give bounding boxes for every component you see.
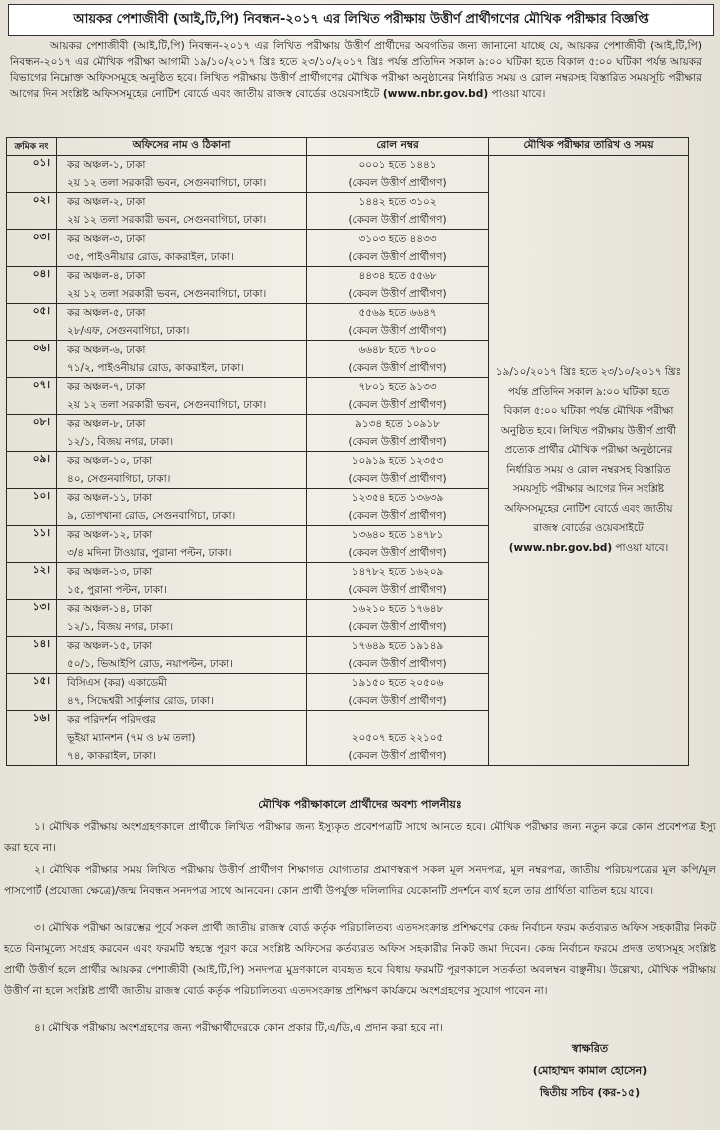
office-cell xyxy=(57,304,307,341)
serial-cell: ১৫। xyxy=(7,674,57,711)
serial-cell: ০১। xyxy=(7,156,57,193)
office-name: কর অঞ্চল-৬, ঢাকা xyxy=(67,344,146,356)
rule-number: ২। xyxy=(34,864,45,876)
office-cell xyxy=(57,711,307,766)
roll-cell xyxy=(307,230,489,267)
header-serial: ক্রমিক নং xyxy=(7,138,57,156)
rule-item-1 xyxy=(4,817,716,859)
roll-range: ১২৩৫৪ হতে ১৩৬৩৯ xyxy=(351,492,444,504)
serial-cell: ১১। xyxy=(7,526,57,563)
office-address: ২৮/এফ, সেগুনবাগিচা, ঢাকা। xyxy=(67,325,190,337)
rule-number: ১। xyxy=(34,821,45,833)
roll-cell xyxy=(307,600,489,637)
roll-cell xyxy=(307,156,489,193)
roll-note: (কেবল উত্তীর্ণ প্রার্থীগণ) xyxy=(348,362,447,374)
roll-note: (কেবল উত্তীর্ণ প্রার্থীগণ) xyxy=(348,251,447,263)
office-address: ৯, তোপখানা রোড, সেগুনবাগিচা, ঢাকা। xyxy=(67,510,236,522)
roll-note: (কেবল উত্তীর্ণ প্রার্থীগণ) xyxy=(348,288,447,300)
office-cell xyxy=(57,156,307,193)
rule-text: মৌখিক পরীক্ষায় অংশগ্রহণকালে প্রার্থীকে লিখিত পরীক্ষার জন্য ইস্যুকৃত প্রবেশপত্রটি সাথে আনতে হবে। মৌখিক পরীক্ষার জন্য নতুন করে কোন প্রবেশপত্র ইস্যু করা হবে না। xyxy=(4,821,716,854)
roll-range: ১৯১৫০ হতে ২০৫০৬ xyxy=(351,677,444,689)
roll-range: ৬৬৪৮ হতে ৭৮০০ xyxy=(358,344,437,356)
roll-note: (কেবল উত্তীর্ণ প্রার্থীগণ) xyxy=(348,695,447,707)
office-name: কর অঞ্চল-১৩, ঢাকা xyxy=(67,566,153,578)
rule-item-3 xyxy=(4,918,716,1002)
roll-cell xyxy=(307,341,489,378)
roll-range: ১৩৬৪০ হতে ১৪৭৮১ xyxy=(351,529,444,541)
office-address-line2: ৭৪, কাকরাইল, ঢাকা। xyxy=(67,750,157,762)
signature-designation: দ্বিতীয় সচিব (কর-১৫) xyxy=(539,1086,641,1099)
office-name: কর অঞ্চল-১১, ঢাকা xyxy=(67,492,153,504)
table-header-row xyxy=(7,138,689,156)
serial-cell: ১৩। xyxy=(7,600,57,637)
office-address: ৪৭, সিদ্ধেশ্বরী সার্কুলার রোড, ঢাকা। xyxy=(67,695,214,707)
office-address: ২য় ১২ তলা সরকারী ভবন, সেগুনবাগিচা, ঢাকা। xyxy=(67,177,267,189)
roll-note: (কেবল উত্তীর্ণ প্রার্থীগণ) xyxy=(348,621,447,633)
office-address: ১২/১, বিজয় নগর, ঢাকা। xyxy=(67,436,174,448)
office-cell xyxy=(57,600,307,637)
roll-note: (কেবল উত্তীর্ণ প্রার্থীগণ) xyxy=(348,325,447,337)
office-name: কর অঞ্চল-৩, ঢাকা xyxy=(67,233,146,245)
rule-text: মৌখিক পরীক্ষায় অংশগ্রহণের জন্য পরীক্ষার্থীদেরকে কোন প্রকার টি,এ/ডি,এ প্রদান করা হবে না। xyxy=(48,1022,443,1034)
roll-range: ৭৮০১ হতে ৯১৩৩ xyxy=(358,381,437,393)
roll-note: (কেবল উত্তীর্ণ প্রার্থীগণ) xyxy=(348,584,447,596)
intro-tail: পাওয়া যাবে। xyxy=(488,88,546,100)
serial-cell: ১২। xyxy=(7,563,57,600)
office-cell xyxy=(57,341,307,378)
office-cell xyxy=(57,193,307,230)
roll-range: ১০৯১৯ হতে ১২৩৫৩ xyxy=(351,455,444,467)
roll-range: ২০৫০৭ হতে ২২১০৫ xyxy=(351,732,444,744)
roll-note: (কেবল উত্তীর্ণ প্রার্থীগণ) xyxy=(348,547,447,559)
roll-note: (কেবল উত্তীর্ণ প্রার্থীগণ) xyxy=(348,177,447,189)
roll-range: ১৪৭৮২ হতে ১৬২০৯ xyxy=(351,566,444,578)
schedule-text: ১৯/১০/২০১৭ খ্রিঃ হতে ২৩/১০/২০১৭ খ্রিঃ পর্যন্ত প্রতিদিন সকাল ৯:০০ ঘটিকা হতে বিকাল ৫:০০ ঘটিকা পর্যন্ত মৌখিক পরীক্ষা অনুষ্ঠিত হবে। লিখিত পরীক্ষায় উত্তীর্ণ প্রার্থী প্রত্যেক প্রার্থীর মৌখিক পরীক্ষা অনুষ্ঠানের নির্ধারিত সময় ও রোল নম্বরসহ বিস্তারিত সময়সূচি পরীক্ষার আগের দিন সংশ্লিষ্ট অফিসসমূহের নোটিশ বোর্ডে এবং জাতীয় রাজস্ব বোর্ডের ওয়েবসাইটে xyxy=(495,366,682,534)
roll-cell xyxy=(307,711,489,766)
office-name: কর অঞ্চল-২, ঢাকা xyxy=(67,196,146,208)
office-address: ৫০/১, ভিআইপি রোড, নয়াপল্টন, ঢাকা। xyxy=(67,658,233,670)
roll-cell xyxy=(307,378,489,415)
table-body xyxy=(7,156,689,766)
roll-cell xyxy=(307,452,489,489)
office-address: ৩/৪ মদিনা টাওয়ার, পুরানা পল্টন, ঢাকা। xyxy=(67,547,232,559)
schedule-cell xyxy=(489,156,689,766)
office-cell xyxy=(57,230,307,267)
office-cell xyxy=(57,378,307,415)
roll-range: ১৬২১০ হতে ১৭৬৪৮ xyxy=(351,603,444,615)
serial-cell: ০৮। xyxy=(7,415,57,452)
office-name: কর অঞ্চল-১০, ঢাকা xyxy=(67,455,153,467)
office-cell xyxy=(57,526,307,563)
serial-cell: ০৬। xyxy=(7,341,57,378)
roll-note: (কেবল উত্তীর্ণ প্রার্থীগণ) xyxy=(348,750,447,762)
rule-text: মৌখিক পরীক্ষা আরম্ভের পূর্বে সকল প্রার্থী জাতীয় রাজস্ব বোর্ড কর্তৃক পরিচালিতব্য এতদসংক্রান্ত প্রশিক্ষণের কেন্দ্র নির্বাচন ফরম কর্তব্যরত অফিস সহকারীর নিকট হতে বিনামূল্যে সংগ্রহ করবেন এবং ফরমটি স্বহস্তে পূরণ করে সংশ্লিষ্ট অফিসের কর্তব্যরত অফিস সহকারীর নিকট জমা দিবেন। কেন্দ্র নির্বাচন ফরমে প্রদত্ত তথ্যসমূহ সংশ্লিষ্ট প্রার্থী উত্তীর্ণ হলে প্রার্থীর আয়কর পেশাজীবী (আই,টি,পি) সনদপত্র মুদ্রণকালে ব্যবহৃত হবে বিধায় ফরমটি পূরণকালে সতর্কতা অবলম্বন বাঞ্ছনীয়। উল্লেখ্য, মৌখিক পরীক্ষায় উত্তীর্ণ না হলে সংশ্লিষ্ট প্রার্থী জাতীয় রাজস্ব বোর্ড কর্তৃক পরিচালিতব্য এতদসংক্রান্ত প্রশিক্ষণ কার্যক্রমে অংশগ্রহণের সুযোগ পাবেন না। xyxy=(4,922,716,997)
serial-cell: ০৩। xyxy=(7,230,57,267)
roll-note: (কেবল উত্তীর্ণ প্রার্থীগণ) xyxy=(348,436,447,448)
intro-website-link[interactable]: (www.nbr.gov.bd) xyxy=(382,88,489,100)
office-name: কর অঞ্চল-১৫, ঢাকা xyxy=(67,640,153,652)
signature-label: স্বাক্ষরিত xyxy=(571,1042,609,1055)
rule-item-4 xyxy=(4,1018,716,1039)
serial-cell: ০২। xyxy=(7,193,57,230)
roll-note: (কেবল উত্তীর্ণ প্রার্থীগণ) xyxy=(348,510,447,522)
office-address: ২য় ১২ তলা সরকারী ভবন, সেগুনবাগিচা, ঢাকা। xyxy=(67,399,267,411)
schedule-website-link[interactable]: (www.nbr.gov.bd) xyxy=(508,541,613,554)
office-cell xyxy=(57,489,307,526)
serial-cell: ০৫। xyxy=(7,304,57,341)
rule-number: ৩। xyxy=(34,922,45,934)
serial-cell: ১০। xyxy=(7,489,57,526)
office-name: কর অঞ্চল-৮, ঢাকা xyxy=(67,418,146,430)
signature-name: (মোহাম্মদ কামাল হোসেন) xyxy=(532,1064,648,1077)
office-name: কর অঞ্চল-১২, ঢাকা xyxy=(67,529,153,541)
roll-cell xyxy=(307,267,489,304)
office-address: ২য় ১২ তলা সরকারী ভবন, সেগুনবাগিচা, ঢাকা। xyxy=(67,214,267,226)
roll-note: (কেবল উত্তীর্ণ প্রার্থীগণ) xyxy=(348,214,447,226)
roll-cell xyxy=(307,563,489,600)
intro-paragraph xyxy=(10,38,702,102)
office-cell xyxy=(57,415,307,452)
serial-cell: ১৬। xyxy=(7,711,57,766)
office-address: ৪০, সেগুনবাগিচা, ঢাকা। xyxy=(67,473,171,485)
roll-cell xyxy=(307,526,489,563)
office-address: ৭১/২, পাইওনীয়ার রোড, কাকরাইল, ঢাকা। xyxy=(67,362,244,374)
roll-cell xyxy=(307,637,489,674)
roll-note: (কেবল উত্তীর্ণ প্রার্থীগণ) xyxy=(348,473,447,485)
rule-text: মৌখিক পরীক্ষার সময় লিখিত পরীক্ষায় উত্তীর্ণ প্রার্থীগণ শিক্ষাগত যোগ্যতার প্রমাণস্বরূপ সকল মূল সনদপত্র, মূল নম্বরপত্র, জাতীয় পরিচয়পত্রের মূল কপি/মূল পাসপোর্ট (প্রযোজ্য ক্ষেত্রে)/জন্ম নিবন্ধন সনদপত্র সাথে আনবেন। কোন প্রার্থী উপর্যুক্ত দলিলাদির যেকোনটি প্রদর্শনে ব্যর্থ হলে তার প্রার্থিতা বাতিল হয়ে যাবে। xyxy=(4,864,716,897)
office-name: কর অঞ্চল-১, ঢাকা xyxy=(67,159,146,171)
roll-range: ৪৪৩৪ হতে ৫৫৬৮ xyxy=(358,270,437,282)
serial-cell: ০৪। xyxy=(7,267,57,304)
roll-range: ১৪৪২ হতে ৩১০২ xyxy=(358,196,437,208)
roll-cell xyxy=(307,304,489,341)
roll-range: ১৭৬৪৯ হতে ১৯১৪৯ xyxy=(351,640,444,652)
schedule-table xyxy=(6,137,689,766)
intro-text: আয়কর পেশাজীবী (আই,টি,পি) নিবন্ধন-২০১৭ এর লিখিত পরীক্ষায় উত্তীর্ণ প্রার্থীদের অবগতির জন্য জানানো যাচ্ছে যে, আয়কর পেশাজীবী (আই,টি,পি) নিবন্ধন-২০১৭ এর মৌখিক পরীক্ষা আগামী ১৯/১০/২০১৭ খ্রিঃ হতে ২৩/১০/২০১৭ খ্রিঃ পর্যন্ত প্রতিদিন সকাল ৯:০০ ঘটিকা হতে বিকাল ৫:০০ ঘটিকা পর্যন্ত আয়কর বিভাগের নিম্নোক্ত অফিসসমূহে অনুষ্ঠিত হবে। লিখিত পরীক্ষায় উত্তীর্ণ প্রার্থীগণের মৌখিক পরীক্ষা অনুষ্ঠানের নির্ধারিত সময় ও রোল নম্বরসহ বিস্তারিত সময়সূচি পরীক্ষার আগের দিন সংশ্লিষ্ট অফিসসমূহের নোটিশ বোর্ডে এবং জাতীয় রাজস্ব বোর্ডের ওয়েবসাইটে xyxy=(10,40,702,100)
serial-cell: ০৯। xyxy=(7,452,57,489)
rule-number: ৪। xyxy=(34,1022,45,1034)
office-name: কর অঞ্চল-৭, ঢাকা xyxy=(67,381,146,393)
roll-range: ৫৫৬৯ হতে ৬৬৪৭ xyxy=(358,307,437,319)
office-address: ৩৫, পাইওনীয়ার রোড, কাকরাইল, ঢাকা। xyxy=(67,251,234,263)
office-name: কর অঞ্চল-৪, ঢাকা xyxy=(67,270,146,282)
table-row xyxy=(7,156,689,193)
rules-heading: মৌখিক পরীক্ষাকালে প্রার্থীদের অবশ্য পালনীয়ঃ xyxy=(258,798,462,811)
roll-range: ৯১৩৪ হতে ১০৯১৮ xyxy=(355,418,440,430)
roll-cell xyxy=(307,193,489,230)
office-name: কর অঞ্চল-১৪, ঢাকা xyxy=(67,603,153,615)
office-name: কর অঞ্চল-৫, ঢাকা xyxy=(67,307,146,319)
office-name: বিসিএস (কর) একাডেমী xyxy=(67,677,167,689)
notice-title: আয়কর পেশাজীবী (আই,টি,পি) নিবন্ধন-২০১৭ এর লিখিত পরীক্ষায় উত্তীর্ণ প্রার্থীগণের মৌখিক পরীক্ষার বিজ্ঞপ্তি xyxy=(8,4,714,36)
office-cell xyxy=(57,637,307,674)
header-office: অফিসের নাম ও ঠিকানা xyxy=(57,138,307,156)
office-cell xyxy=(57,452,307,489)
signature-block xyxy=(500,1038,680,1104)
roll-cell xyxy=(307,674,489,711)
serial-cell: ০৭। xyxy=(7,378,57,415)
roll-note: (কেবল উত্তীর্ণ প্রার্থীগণ) xyxy=(348,399,447,411)
office-address: ১৫, পুরানা পল্টন, ঢাকা। xyxy=(67,584,167,596)
roll-range: ০০০১ হতে ১৪৪১ xyxy=(358,159,437,171)
office-address: ভূইয়া ম্যানশন (৭ম ও ৮ম তলা) xyxy=(67,732,196,744)
office-cell xyxy=(57,267,307,304)
roll-note: (কেবল উত্তীর্ণ প্রার্থীগণ) xyxy=(348,658,447,670)
roll-cell xyxy=(307,415,489,452)
office-address: ২য় ১২ তলা সরকারী ভবন, সেগুনবাগিচা, ঢাকা। xyxy=(67,288,267,300)
office-cell xyxy=(57,563,307,600)
office-name: কর পরিদর্শন পরিদপ্তর xyxy=(67,714,156,726)
header-roll: রোল নম্বর xyxy=(307,138,489,156)
office-cell xyxy=(57,674,307,711)
roll-cell xyxy=(307,489,489,526)
schedule-tail: পাওয়া যাবে। xyxy=(615,541,669,554)
header-schedule: মৌখিক পরীক্ষার তারিখ ও সময় xyxy=(489,138,689,156)
office-address: ১২/১, বিজয় নগর, ঢাকা। xyxy=(67,621,174,633)
roll-range: ৩১০৩ হতে ৪৪৩৩ xyxy=(358,233,437,245)
serial-cell: ১৪। xyxy=(7,637,57,674)
rule-item-2 xyxy=(4,860,716,902)
